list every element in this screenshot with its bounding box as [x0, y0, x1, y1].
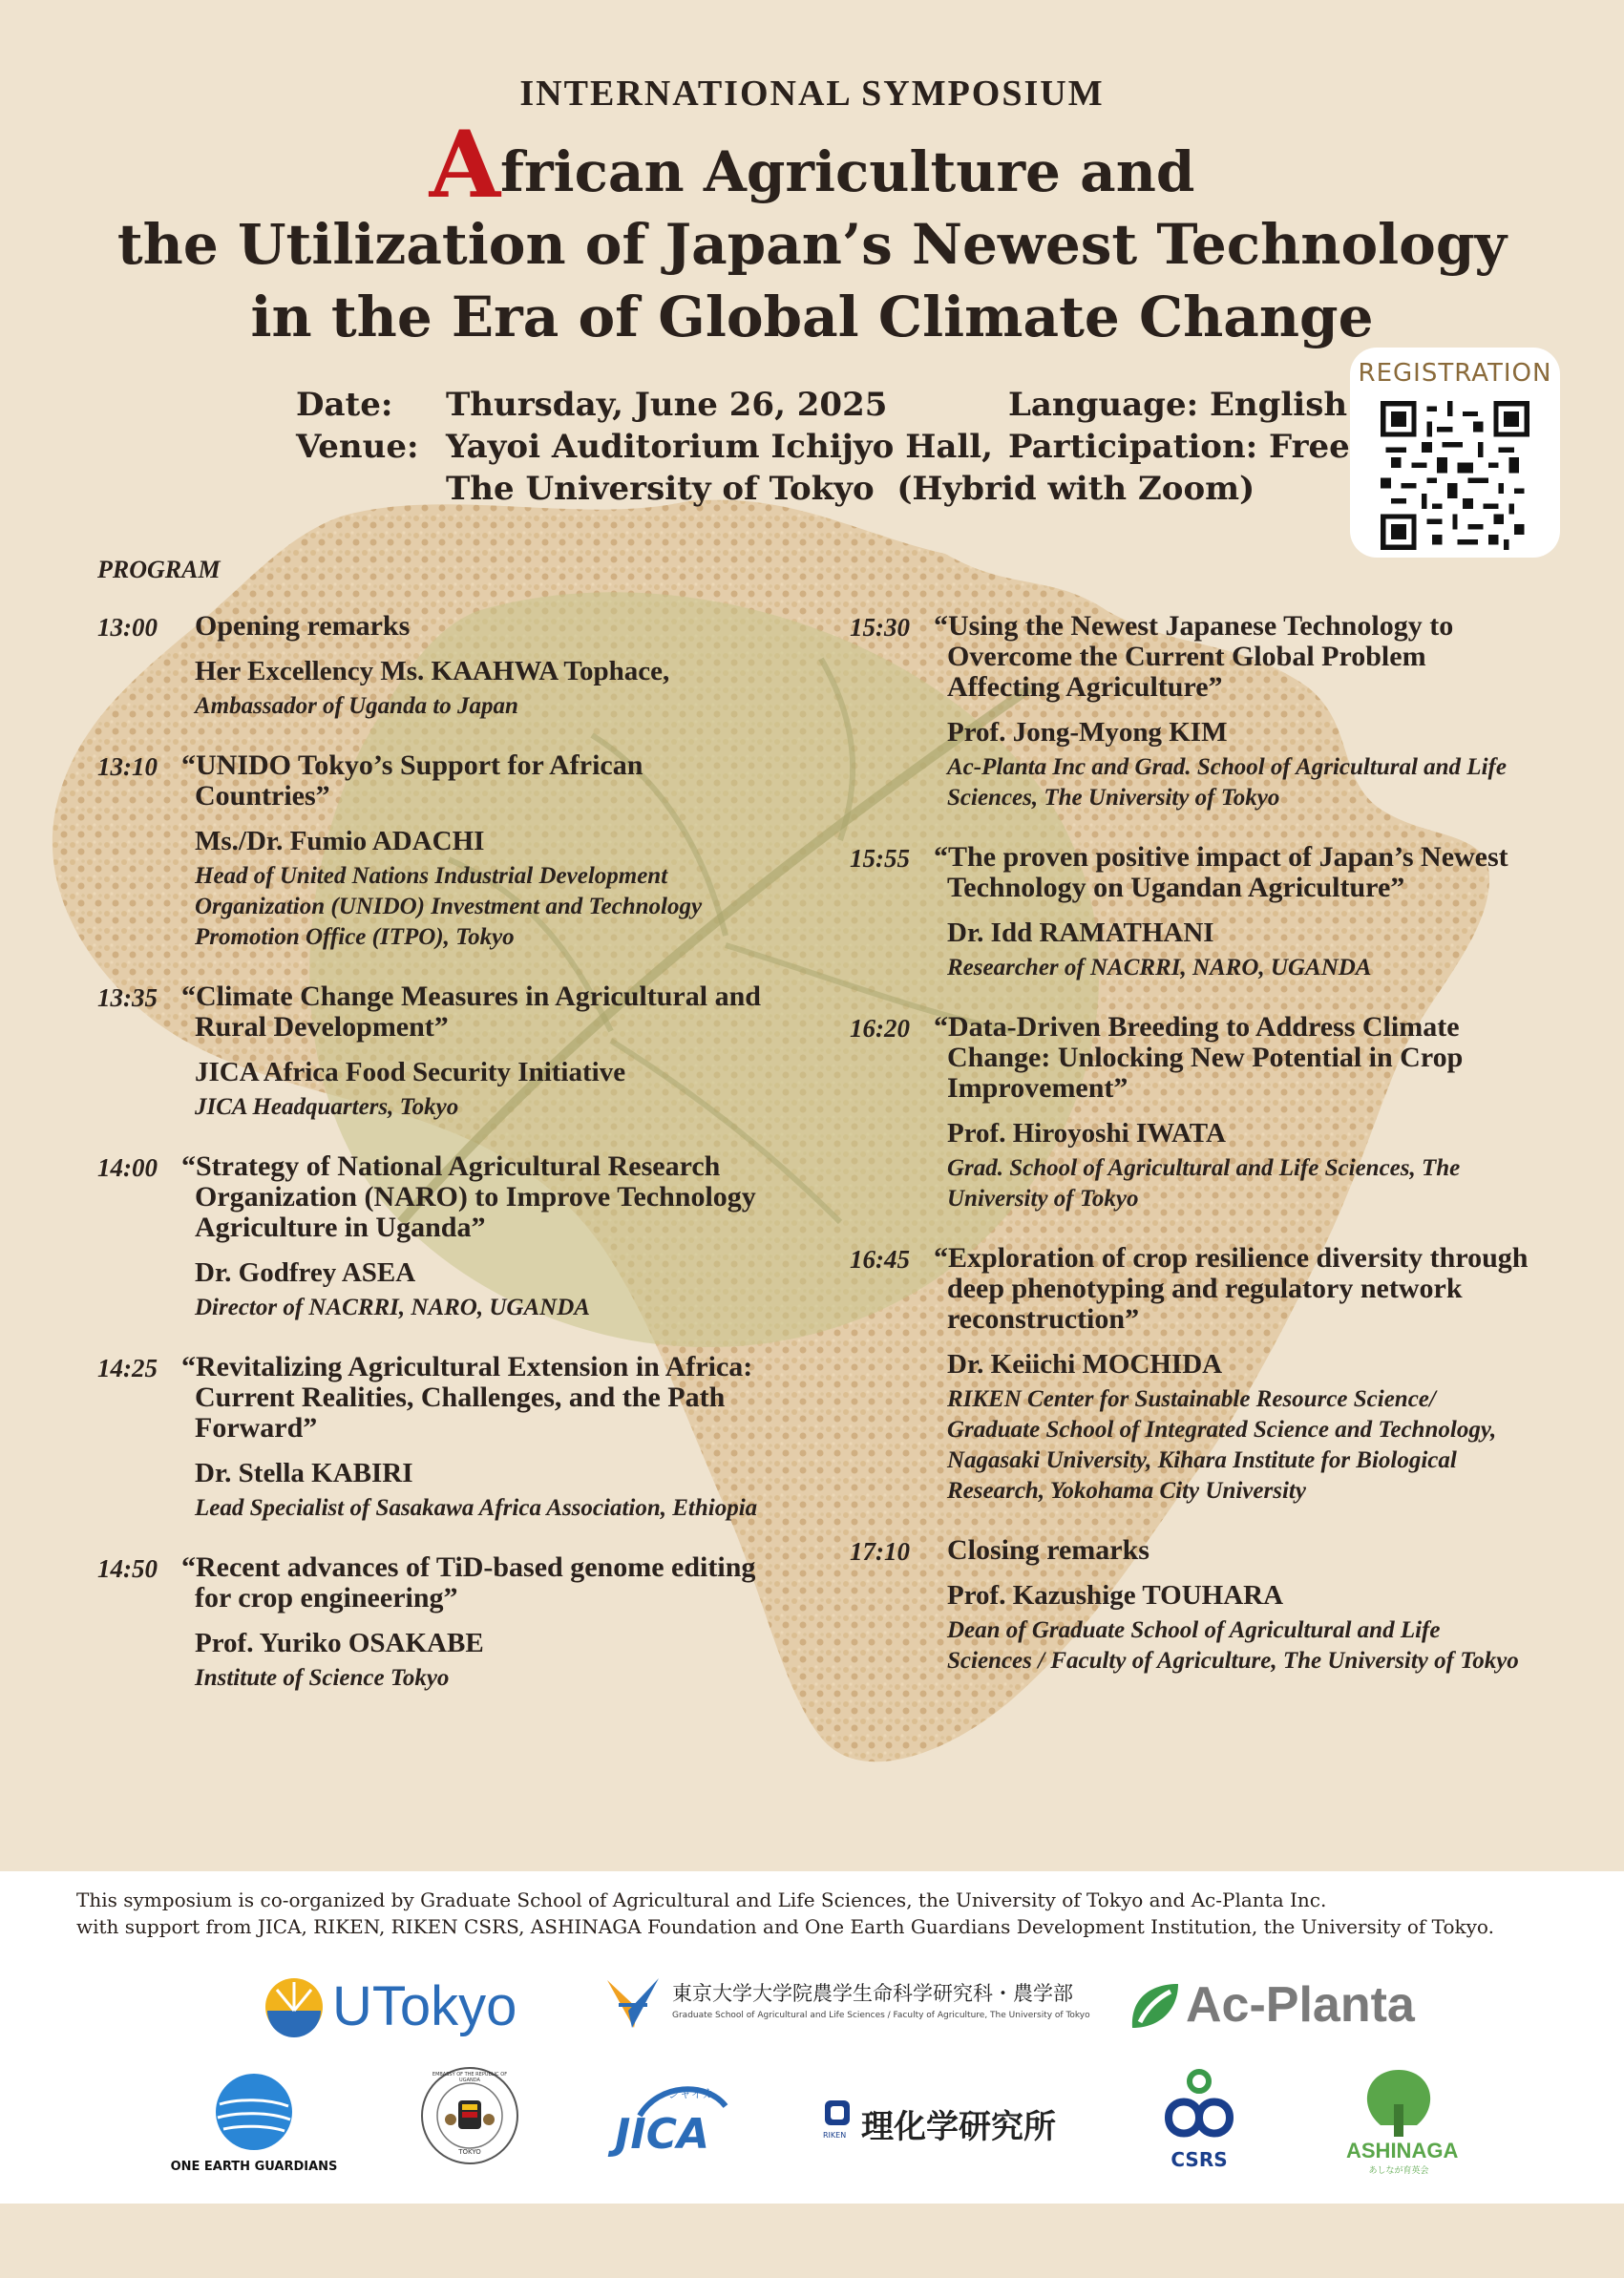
program-item — [97, 1552, 785, 1694]
gsals-logo — [600, 1971, 1090, 2043]
venue-university: The University of Tokyo — [446, 470, 875, 508]
program-item — [97, 1352, 785, 1524]
registration-card[interactable] — [1350, 348, 1560, 558]
acplanta-wordmark: Ac-Planta — [1186, 1977, 1415, 2033]
program-time: 13:10 — [97, 752, 158, 781]
program-affiliation: Ac-Planta Inc and Grad. School of Agricultural and Life Sciences, The University of Tokyo — [947, 754, 1507, 811]
program-speaker: Dr. Stella KABIRI — [195, 1458, 413, 1488]
program-affiliation: Lead Specialist of Sasakawa Africa Association, Ethiopia — [195, 1495, 758, 1521]
program-speaker: Dr. Idd RAMATHANI — [947, 918, 1214, 948]
csrs-wordmark: CSRS — [1171, 2148, 1228, 2171]
title-line-2: the Utilization of Japan’s Newest Technology — [116, 212, 1508, 277]
program-title: “Data-Driven Breeding to Address Climate Change: Unlocking New Potential in Crop Improvement” — [934, 1011, 1464, 1104]
program-time: 16:45 — [850, 1245, 910, 1274]
program-item — [850, 1012, 1537, 1214]
program-title: “The proven positive impact of Japan’s Newest Technology on Ugandan Agriculture” — [934, 841, 1508, 903]
language-info: Language: English — [1008, 386, 1348, 424]
title-red-initial: A — [429, 111, 501, 219]
program-time: 16:20 — [850, 1014, 910, 1043]
csrs-infinity-icon — [1153, 2068, 1245, 2148]
program-affiliation: Researcher of NACRRI, NARO, UGANDA — [947, 955, 1372, 981]
utokyo-logo — [264, 1972, 531, 2039]
info-right — [1008, 384, 1350, 468]
registration-label: REGISTRATION — [1358, 359, 1552, 388]
program-speaker: Prof. Hiroyoshi IWATA — [947, 1118, 1226, 1149]
jica-kana: ジャイカ — [668, 2087, 714, 2100]
co-organizer-line-2: with support from JICA, RIKEN, RIKEN CSRS, ASHINAGA Foundation and One Earth Guardians Development Institution, the University of Tokyo. — [76, 1915, 1494, 1938]
utokyo-ginkgo-icon — [264, 1976, 325, 2037]
program-title: “Recent advances of TiD-based genome editing for crop engineering” — [181, 1551, 756, 1614]
uganda-seal-text-bottom: TOKYO — [458, 2148, 481, 2156]
earth-globe-icon — [214, 2072, 294, 2152]
program-speaker: Her Excellency Ms. KAAHWA Tophace, — [195, 656, 670, 686]
venue-hybrid: (Hybrid with Zoom) — [896, 470, 1255, 508]
title-line-3: in the Era of Global Climate Change — [250, 285, 1374, 349]
program-time: 15:55 — [850, 844, 910, 873]
venue-value-line-1: Yayoi Auditorium Ichijyo Hall, — [446, 428, 994, 466]
program-item — [97, 611, 785, 722]
symposium-kicker: INTERNATIONAL SYMPOSIUM — [519, 74, 1105, 114]
utokyo-wordmark: UTokyo — [332, 1975, 517, 2037]
ashinaga-japanese-name: あしなが育英会 — [1368, 2166, 1429, 2176]
program-title: “Climate Change Measures in Agricultural and Rural Development” — [181, 981, 761, 1043]
title-line-1-rest: frican Agriculture and — [500, 139, 1195, 204]
program-item — [850, 1243, 1537, 1507]
venue-value-line-2 — [446, 468, 1255, 510]
bottom-band — [0, 2204, 1624, 2278]
participation-info: Participation: Free — [1008, 428, 1350, 466]
venue-label: Venue: — [296, 428, 419, 466]
csrs-logo — [1153, 2068, 1245, 2171]
program-title: “Revitalizing Agricultural Extension in Africa: Current Realities, Challenges, and the Path Forward” — [181, 1351, 753, 1444]
riken-wordmark: 理化学研究所 — [861, 2108, 1056, 2146]
uganda-embassy-seal — [420, 2066, 525, 2171]
title-line-1 — [0, 111, 1624, 219]
symposium-title — [0, 111, 1624, 353]
program-column-left — [97, 611, 785, 1722]
program-item — [97, 1151, 785, 1323]
ashinaga-tree-icon — [1346, 2066, 1451, 2139]
program-label: PROGRAM — [97, 556, 221, 583]
program-time: 14:00 — [97, 1153, 158, 1182]
program-title: Closing remarks — [947, 1534, 1149, 1566]
program-speaker: Prof. Yuriko OSAKABE — [195, 1628, 484, 1658]
program-affiliation: Grad. School of Agricultural and Life Sciences, The University of Tokyo — [947, 1155, 1461, 1212]
program-title: “Strategy of National Agricultural Research Organization (NARO) to Improve Technology Agriculture in Uganda” — [181, 1150, 756, 1243]
program-speaker: JICA Africa Food Security Initiative — [195, 1057, 626, 1087]
program-affiliation: Director of NACRRI, NARO, UGANDA — [195, 1295, 590, 1320]
program-title: “Exploration of crop resilience diversity through deep phenotyping and regulatory network reconstruction” — [934, 1242, 1529, 1335]
co-organizer-line-1: This symposium is co-organized by Graduate School of Agricultural and Life Sciences, the University of Tokyo and Ac-Planta Inc. — [76, 1888, 1327, 1911]
program-time: 14:50 — [97, 1554, 158, 1583]
program-affiliation: RIKEN Center for Sustainable Resource Science/ Graduate School of Integrated Science and Technology, Nagasaki University, Kihara Institute for Biological Research, Yokohama City University — [947, 1386, 1497, 1504]
program-item — [97, 981, 785, 1123]
program-speaker: Dr. Godfrey ASEA — [195, 1257, 416, 1288]
date-value: Thursday, June 26, 2025 — [446, 386, 888, 424]
program-title: Opening remarks — [195, 610, 411, 642]
riken-small-label: RIKEN — [823, 2131, 847, 2140]
info-labels — [296, 384, 419, 468]
one-earth-guardians-name: ONE EARTH GUARDIANS — [170, 2160, 338, 2174]
acplanta-leaf-icon — [1127, 1980, 1182, 2032]
program-time: 13:00 — [97, 613, 158, 642]
program-time: 13:35 — [97, 983, 158, 1012]
program-affiliation: JICA Headquarters, Tokyo — [195, 1094, 459, 1120]
program-affiliation: Dean of Graduate School of Agricultural and Life Sciences / Faculty of Agriculture, The University of Tokyo — [947, 1617, 1519, 1674]
program-speaker: Dr. Keiichi MOCHIDA — [947, 1349, 1223, 1380]
registration-qr-code[interactable] — [1381, 401, 1529, 550]
gsals-english-name: Graduate School of Agricultural and Life Sciences / Faculty of Agriculture, The University of Tokyo — [672, 2011, 1090, 2020]
program-time: 14:25 — [97, 1354, 158, 1382]
gsals-japanese-name: 東京大学大学院農学生命科学研究科・農学部 — [672, 1982, 1073, 2005]
date-label: Date: — [296, 386, 393, 424]
program-column-right — [850, 611, 1537, 1705]
program-item — [850, 1535, 1537, 1677]
acplanta-logo — [1127, 1976, 1442, 2037]
program-affiliation: Head of United Nations Industrial Development Organization (UNIDO) Investment and Technology Promotion Office (ITPO), Tokyo — [195, 863, 703, 950]
program-time: 15:30 — [850, 613, 910, 642]
program-title: “UNIDO Tokyo’s Support for African Countries” — [181, 749, 643, 812]
one-earth-guardians-logo — [168, 2072, 340, 2177]
program-affiliation: Ambassador of Uganda to Japan — [195, 693, 518, 719]
gsals-emblem-icon — [600, 1971, 666, 2037]
jica-wordmark: JICA — [615, 2110, 710, 2159]
co-organizer-note — [76, 1887, 1494, 1940]
program-item — [850, 842, 1537, 983]
program-speaker: Prof. Kazushige TOUHARA — [947, 1580, 1284, 1611]
program-item — [850, 611, 1537, 813]
program-speaker: Ms./Dr. Fumio ADACHI — [195, 826, 485, 856]
program-time: 17:10 — [850, 1537, 910, 1566]
jica-logo — [611, 2078, 735, 2163]
ashinaga-wordmark: ASHINAGA — [1346, 2139, 1459, 2162]
ashinaga-logo — [1346, 2066, 1459, 2177]
riken-logo — [821, 2097, 1069, 2150]
uganda-seal-text-top: EMBASSY OF THE REPUBLIC OF UGANDA — [432, 2072, 508, 2083]
program-title: “Using the Newest Japanese Technology to Overcome the Current Global Problem Affecting Agriculture” — [934, 610, 1454, 703]
program-item — [97, 750, 785, 953]
program-affiliation: Institute of Science Tokyo — [195, 1665, 450, 1691]
program-speaker: Prof. Jong-Myong KIM — [947, 717, 1228, 748]
